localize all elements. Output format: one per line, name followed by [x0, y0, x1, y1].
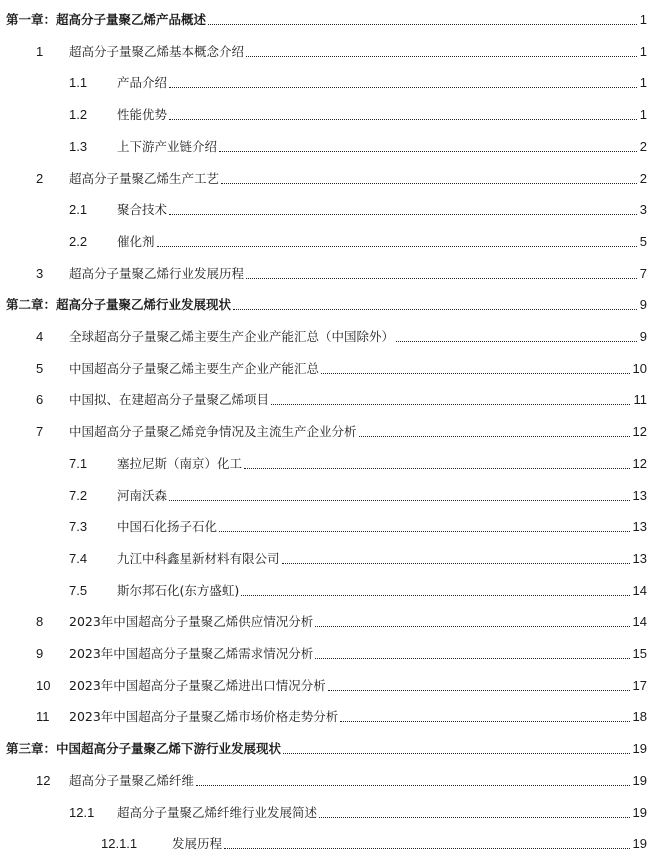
toc-page-number: 10: [631, 353, 647, 385]
toc-entry-row[interactable]: [0, 258, 664, 290]
toc-page-number: 19: [631, 733, 647, 765]
toc-entry-number: 5: [36, 360, 44, 376]
toc-page-number: 11: [632, 384, 648, 416]
toc-entry-number: 7.5: [69, 582, 88, 598]
toc-entry-number: 10: [36, 677, 51, 693]
toc-chapter-row[interactable]: [0, 289, 664, 321]
toc-entry-title: 2023年中国超高分子量聚乙烯市场价格走势分析: [69, 701, 340, 733]
toc-entry-number: 1.3: [69, 138, 88, 154]
toc-entry-row[interactable]: [0, 321, 664, 353]
toc-entry-number: 2.2: [69, 233, 88, 249]
toc-entry-title: 聚合技术: [117, 194, 169, 226]
toc-entry-title: 全球超高分子量聚乙烯主要生产企业产能汇总（中国除外）: [69, 321, 396, 353]
toc-page-number: 1: [638, 99, 647, 131]
toc-entry-row[interactable]: [0, 543, 664, 575]
toc-entry-number: 7.3: [69, 519, 88, 535]
toc-entry-number: 3: [36, 265, 44, 281]
toc-entry-number: 12.1: [69, 804, 95, 820]
toc-entry-row[interactable]: [0, 416, 664, 448]
toc-entry-title: 斯尔邦石化(东方盛虹): [117, 575, 241, 607]
toc-page-number: 1: [638, 4, 647, 36]
toc-page-number: 18: [631, 701, 647, 733]
toc-entry-number: 2.1: [69, 202, 88, 218]
toc-page-number: 2: [638, 131, 647, 163]
toc-entry-number: 7: [36, 424, 44, 440]
toc-entry-row[interactable]: [0, 448, 664, 480]
toc-entry-title: 中国拟、在建超高分子量聚乙烯项目: [69, 384, 271, 416]
chapter-title: 第一章：超高分子量聚乙烯产品概述: [6, 4, 208, 36]
dot-leader: [208, 24, 637, 25]
toc-page-number: 12: [631, 416, 647, 448]
toc-page-number: 1: [638, 36, 647, 68]
toc-chapter-row[interactable]: [0, 733, 664, 765]
toc-entry-row[interactable]: [0, 99, 664, 131]
toc-entry-row[interactable]: [0, 226, 664, 258]
toc-entry-title: 发展历程: [172, 828, 224, 860]
dot-leader: [283, 753, 630, 754]
toc-entry-title: 性能优势: [117, 99, 169, 131]
toc-entry-row[interactable]: [0, 701, 664, 733]
toc-chapter-row[interactable]: [0, 4, 664, 36]
toc-entry-row[interactable]: [0, 765, 664, 797]
toc-page-number: 19: [631, 797, 647, 829]
toc-page-number: 17: [631, 670, 647, 702]
toc-entry-row[interactable]: [0, 353, 664, 385]
dot-leader: [219, 531, 630, 532]
toc-entry-number: 11: [36, 709, 50, 725]
toc-page-number: 15: [631, 638, 647, 670]
toc-page-number: 7: [638, 258, 647, 290]
dot-leader: [340, 721, 630, 722]
dot-leader: [241, 595, 630, 596]
dot-leader: [319, 817, 630, 818]
toc-page-number: 19: [631, 765, 647, 797]
toc-entry-title: 催化剂: [117, 226, 157, 258]
dot-leader: [224, 848, 630, 849]
toc-entry-row[interactable]: [0, 480, 664, 512]
dot-leader: [233, 309, 637, 310]
chapter-title: 第二章：超高分子量聚乙烯行业发展现状: [6, 289, 233, 321]
toc-entry-number: 1.2: [69, 107, 88, 123]
toc-entry-title: 超高分子量聚乙烯行业发展历程: [69, 258, 246, 290]
toc-page-number: 5: [638, 226, 647, 258]
toc-entry-title: 中国石化扬子石化: [117, 511, 219, 543]
dot-leader: [246, 278, 637, 279]
dot-leader: [315, 658, 630, 659]
toc-entry-row[interactable]: [0, 670, 664, 702]
toc-entry-number: 4: [36, 329, 44, 344]
toc-page-number: 2: [638, 163, 647, 195]
dot-leader: [244, 468, 630, 469]
toc-page-number: 12: [631, 448, 647, 480]
toc-page-number: 19: [631, 828, 647, 860]
toc-entry-title: 产品介绍: [117, 67, 169, 99]
toc-entry-row[interactable]: [0, 511, 664, 543]
dot-leader: [271, 404, 630, 405]
toc-entry-number: 12.1.1: [101, 836, 138, 852]
toc-entry-number: 1.1: [69, 75, 88, 91]
dot-leader: [396, 341, 637, 342]
toc-entry-number: 8: [36, 614, 44, 630]
toc-entry-row[interactable]: [0, 828, 664, 860]
toc-entry-number: 6: [36, 392, 44, 408]
dot-leader: [169, 500, 630, 501]
toc-page-number: 13: [631, 543, 647, 575]
toc-entry-title: 上下游产业链介绍: [117, 131, 219, 163]
dot-leader: [196, 785, 630, 786]
toc-page-number: 14: [631, 575, 647, 607]
toc-entry-title: 2023年中国超高分子量聚乙烯进出口情况分析: [69, 670, 328, 702]
toc-entry-row[interactable]: [0, 575, 664, 607]
toc-entry-number: 1: [36, 43, 44, 59]
toc-entry-row[interactable]: [0, 194, 664, 226]
toc-entry-row[interactable]: [0, 384, 664, 416]
toc-entry-title: 中国超高分子量聚乙烯竞争情况及主流生产企业分析: [69, 416, 359, 448]
dot-leader: [359, 436, 630, 437]
toc-entry-number: 7.2: [69, 487, 88, 503]
toc-entry-title: 超高分子量聚乙烯基本概念介绍: [69, 36, 246, 68]
toc-entry-title: 2023年中国超高分子量聚乙烯供应情况分析: [69, 606, 315, 638]
toc-entry-title: 超高分子量聚乙烯纤维行业发展简述: [117, 797, 319, 829]
toc-page-number: 9: [638, 321, 647, 353]
dot-leader: [157, 246, 637, 247]
toc-page-number: 1: [638, 67, 647, 99]
toc-entry-row[interactable]: [0, 797, 664, 829]
dot-leader: [221, 183, 637, 184]
toc-entry-row[interactable]: [0, 163, 664, 195]
dot-leader: [219, 151, 637, 152]
chapter-title: 第三章：中国超高分子量聚乙烯下游行业发展现状: [6, 733, 283, 765]
toc-entry-row[interactable]: [0, 67, 664, 99]
dot-leader: [169, 214, 637, 215]
dot-leader: [321, 373, 630, 374]
toc-entry-number: 7.4: [69, 550, 88, 566]
toc-page-number: 13: [631, 511, 647, 543]
dot-leader: [328, 690, 630, 691]
toc-page-number: 14: [631, 606, 647, 638]
dot-leader: [282, 563, 630, 564]
dot-leader: [169, 87, 637, 88]
toc-entry-title: 塞拉尼斯（南京）化工: [117, 448, 244, 480]
toc-entry-number: 2: [36, 170, 44, 186]
toc-entry-title: 九江中科鑫星新材料有限公司: [117, 543, 282, 575]
toc-entry-number: 7.1: [69, 455, 88, 471]
toc-entry-title: 中国超高分子量聚乙烯主要生产企业产能汇总: [69, 353, 321, 385]
toc-entry-title: 超高分子量聚乙烯生产工艺: [69, 163, 221, 195]
toc-page-number: 3: [638, 194, 647, 226]
toc-entry-title: 2023年中国超高分子量聚乙烯需求情况分析: [69, 638, 315, 670]
toc-entry-number: 9: [36, 646, 44, 661]
toc-entry-row[interactable]: [0, 36, 664, 68]
dot-leader: [315, 626, 630, 627]
toc-page-number: 9: [638, 289, 647, 321]
dot-leader: [246, 56, 637, 57]
toc-entry-title: 河南沃森: [117, 480, 169, 512]
toc-entry-row[interactable]: [0, 131, 664, 163]
toc-entry-number: 12: [36, 772, 51, 788]
toc-entry-row[interactable]: [0, 606, 664, 638]
toc-entry-title: 超高分子量聚乙烯纤维: [69, 765, 196, 797]
toc-page-number: 13: [631, 480, 647, 512]
toc-entry-row[interactable]: [0, 638, 664, 670]
dot-leader: [169, 119, 637, 120]
